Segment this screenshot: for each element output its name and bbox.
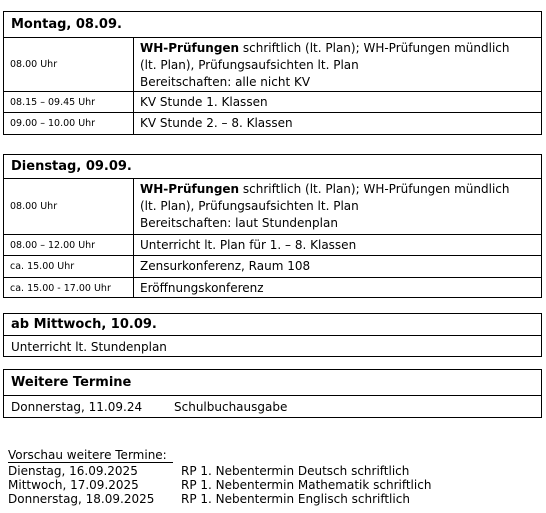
exam-bold-label: WH-Prüfungen [140,182,240,196]
description-cell: Unterricht lt. Plan für 1. – 8. Klassen [140,237,357,252]
wednesday-header: ab Mittwoch, 10.09. [4,314,541,336]
description-text: Bereitschaften: alle nicht KV [140,75,311,89]
tuesday-table [3,154,542,298]
time-cell: 08.15 – 09.45 Uhr [4,92,134,112]
preview-section [8,448,431,506]
monday-table [3,11,542,135]
time-cell: 08.00 – 12.00 Uhr [4,235,134,255]
list-item [8,492,431,506]
table-row [4,179,541,235]
description-cell: Zensurkonferenz, Raum 108 [140,259,311,273]
time-cell: 09.00 – 10.00 Uhr [4,113,134,134]
preview-date: Donnerstag, 18.09.2025 [8,492,155,506]
time-cell: ca. 15.00 Uhr [4,256,134,277]
further-dates-header: Weitere Termine [4,370,541,396]
description-text: (lt. Plan), Prüfungsaufsichten lt. Plan [140,199,359,213]
preview-date: Dienstag, 16.09.2025 [8,464,138,478]
table-row [4,113,541,134]
description-text: Bereitschaften: laut Stundenplan [140,216,338,230]
time-cell: 08.00 Uhr [4,38,134,91]
list-item [8,478,431,492]
table-row [4,38,541,92]
monday-header: Montag, 08.09. [4,12,541,38]
preview-event: RP 1. Nebentermin Deutsch schriftlich [181,464,410,478]
exam-bold-label: WH-Prüfungen [140,41,240,55]
table-row [4,235,541,256]
preview-event: RP 1. Nebentermin Englisch schriftlich [181,492,410,506]
description-cell: KV Stunde 2. – 8. Klassen [140,116,293,130]
description-text: schriftlich (lt. Plan); WH-Prüfungen mündlich [239,41,510,55]
preview-title: Vorschau weitere Termine: [8,448,173,463]
further-event: Schulbuchausgabe [174,400,288,414]
description-cell: Eröffnungskonferenz [140,280,264,295]
description-text: (lt. Plan), Prüfungsaufsichten lt. Plan [140,58,359,72]
description-text: schriftlich (lt. Plan); WH-Prüfungen mündlich [239,182,510,196]
preview-date: Mittwoch, 17.09.2025 [8,478,139,492]
table-row [4,92,541,113]
preview-event: RP 1. Nebentermin Mathematik schriftlich [181,478,432,492]
description-cell [134,179,541,234]
tuesday-header: Dienstag, 09.09. [4,155,541,179]
description-cell: KV Stunde 1. Klassen [140,94,268,109]
list-item [8,464,431,478]
wednesday-table [3,313,542,357]
time-cell: ca. 15.00 - 17.00 Uhr [4,278,134,298]
further-dates-row [4,396,541,418]
wednesday-text: Unterricht lt. Stundenplan [11,339,167,354]
description-cell [134,38,541,91]
further-date: Donnerstag, 11.09.24 [11,400,143,414]
table-row [4,278,541,298]
table-row [4,256,541,278]
time-cell: 08.00 Uhr [4,179,134,234]
further-dates-table [3,369,542,418]
